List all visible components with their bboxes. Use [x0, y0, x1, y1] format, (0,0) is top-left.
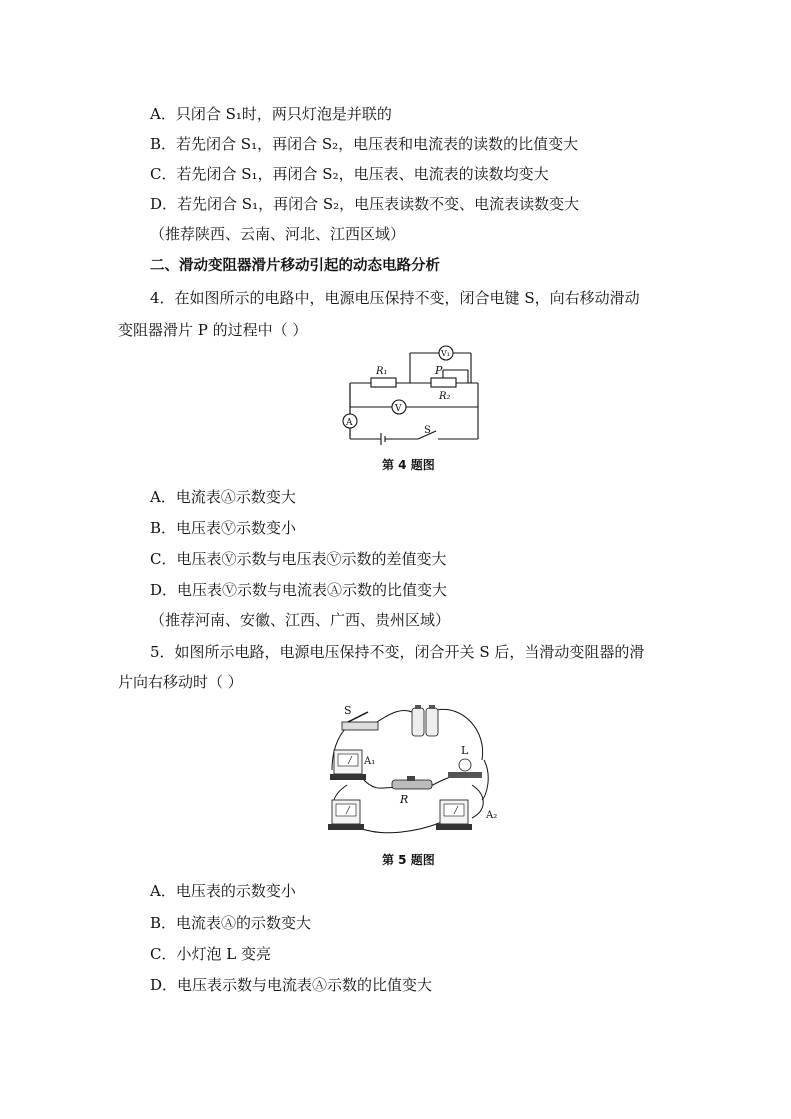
lamp-label: L	[461, 744, 469, 757]
q4-stem-line2: 变阻器滑片 P 的过程中（ ）	[118, 321, 308, 339]
q5-stem-line2: 片向右移动时（ ）	[118, 673, 243, 691]
s-label: S	[424, 425, 431, 436]
a-label: A	[346, 418, 353, 428]
a2-label: A₂	[486, 810, 498, 821]
q3-option-b: B．若先闭合 S₁，再闭合 S₂，电压表和电流表的读数的比值变大	[150, 135, 579, 153]
q5-option-c: C．小灯泡 L 变亮	[150, 945, 271, 963]
q4-option-d: D．电压表Ⓥ示数与电流表Ⓐ示数的比值变大	[150, 581, 448, 599]
v-label: V	[395, 404, 402, 414]
section-title: 二、滑动变阻器滑片移动引起的动态电路分析	[150, 258, 440, 274]
q5-physical-circuit-diagram	[322, 700, 502, 840]
q5-caption: 第 5 题图	[382, 853, 435, 867]
q3-option-d: D．若先闭合 S₁，再闭合 S₂，电压表读数不变、电流表读数变大	[150, 195, 580, 213]
r1-label: R₁	[376, 366, 388, 377]
rheostat-icon	[392, 776, 432, 789]
r2-label: R₂	[439, 391, 451, 402]
q5-stem-line1: 5．如图所示电路，电源电压保持不变，闭合开关 S 后，当滑动变阻器的滑	[150, 643, 645, 661]
q4-caption: 第 4 题图	[382, 458, 435, 472]
q4-option-a: A．电流表Ⓐ示数变大	[150, 488, 296, 506]
a1-label: A₁	[364, 756, 376, 767]
q4-circuit-diagram	[338, 343, 478, 438]
q4-option-c: C．电压表Ⓥ示数与电压表Ⓥ示数的差值变大	[150, 550, 447, 568]
q4-option-b: B．电压表Ⓥ示数变小	[150, 519, 297, 537]
q5-option-d: D．电压表示数与电流表Ⓐ示数的比值变大	[150, 976, 433, 994]
region-note-1: （推荐陕西、云南、河北、江西区域）	[150, 225, 406, 243]
switch-label: S	[344, 704, 352, 717]
lamp-icon	[448, 759, 482, 778]
v1-label: V₁	[441, 349, 450, 358]
q4-stem-line1: 4．在如图所示的电路中，电源电压保持不变，闭合电键 S，向右移动滑动	[150, 289, 640, 307]
region-note-2: （推荐河南、安徽、江西、广西、贵州区域）	[150, 611, 451, 629]
p-label: P	[435, 364, 443, 377]
q5-option-a: A．电压表的示数变小	[150, 882, 296, 900]
voltmeter-icon	[328, 800, 364, 830]
q3-option-a: A．只闭合 S₁时，两只灯泡是并联的	[150, 105, 392, 123]
ammeter-a2-icon	[436, 800, 472, 830]
battery-icon	[412, 705, 438, 736]
ammeter-a1-icon	[330, 750, 366, 780]
q3-option-c: C．若先闭合 S₁，再闭合 S₂，电压表、电流表的读数均变大	[150, 165, 549, 183]
rheostat-label: R	[400, 793, 409, 806]
q5-option-b: B．电流表Ⓐ的示数变大	[150, 914, 312, 932]
